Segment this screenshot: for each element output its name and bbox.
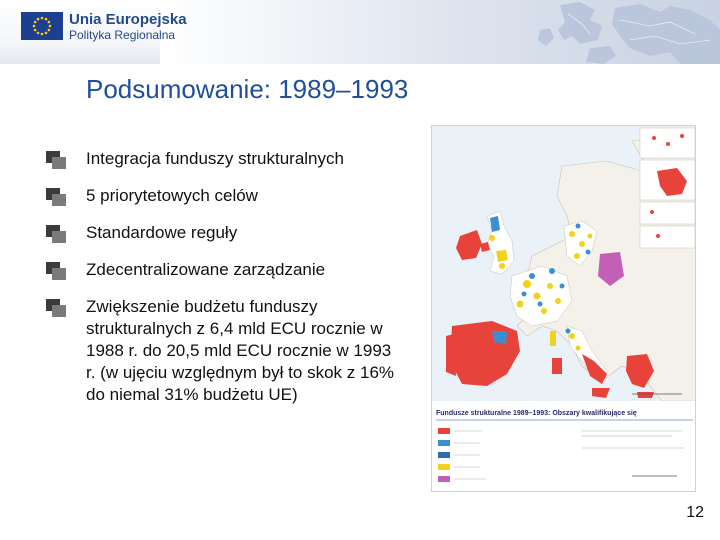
map-caption: Fundusze strukturalne 1989–1993: Obszary kwalifikujące się (436, 410, 637, 417)
slide-title: Podsumowanie: 1989–1993 (86, 74, 409, 104)
logo-title: Unia Europejska (69, 11, 187, 28)
bullet-marker-icon (46, 151, 66, 169)
bullet-item (46, 296, 396, 406)
bullet-item (46, 259, 396, 281)
bullet-marker-icon (46, 262, 66, 280)
bullet-item (46, 185, 396, 207)
bullet-text: Standardowe reguły (86, 223, 238, 242)
logo-subtitle: Polityka Regionalna (69, 28, 176, 42)
bullet-text: Integracja funduszy strukturalnych (86, 149, 344, 168)
bullet-item (46, 222, 396, 244)
page-number: 12 (686, 504, 704, 521)
header-europe-map-graphic (520, 0, 720, 64)
bullet-marker-icon (46, 188, 66, 206)
bullet-marker-icon (46, 225, 66, 243)
bullet-text: 5 priorytetowych celów (86, 186, 258, 205)
europe-eligibility-map-graphic (432, 126, 696, 492)
header-banner (0, 0, 720, 64)
eu-flag-icon (21, 12, 63, 40)
structural-funds-map-image (431, 125, 696, 492)
bullet-item (46, 148, 396, 170)
bullet-text: Zdecentralizowane zarządzanie (86, 260, 326, 279)
eu-flag-graphic (21, 12, 63, 40)
bullet-list (46, 148, 396, 406)
bullet-marker-icon (46, 299, 66, 317)
bullet-text: Zwiększenie budżetu funduszy strukturalnych z 6,4 mld ECU rocznie w 1988 r. do 20,5 mld ECU rocznie w 1993 r. (w ujęciu względnym był to skok z 16% do niemal 31% budżetu UE) (86, 297, 395, 404)
